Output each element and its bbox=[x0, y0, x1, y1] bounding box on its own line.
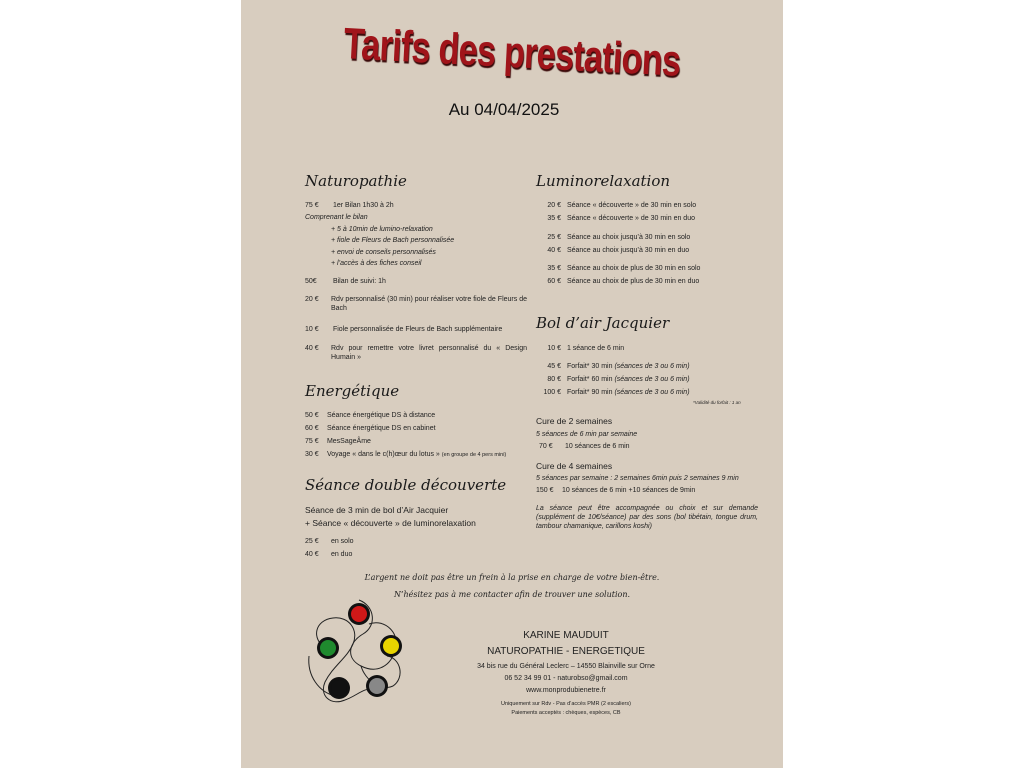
contact-profession: NATUROPATHIE - ENERGETIQUE bbox=[487, 646, 645, 657]
double-price: 25 € bbox=[305, 538, 319, 545]
lumino-row bbox=[539, 277, 699, 286]
double-row bbox=[305, 537, 354, 546]
lumino-row bbox=[539, 233, 690, 242]
cure2-price: 70 € bbox=[539, 443, 553, 450]
extra-item: + fiole de Fleurs de Bach personnalisée bbox=[331, 237, 455, 244]
message-line2: N’hésitez pas à me contacter afin de trouver une solution. bbox=[393, 590, 631, 599]
cure4-label: 10 séances de 6 min +10 séances de 9min bbox=[561, 487, 696, 494]
forfait-row bbox=[539, 375, 690, 384]
cure4-row bbox=[536, 486, 695, 495]
lumino-heading: Luminorelaxation bbox=[536, 172, 671, 190]
footer-payments: Paiements acceptés : chèques, espèces, CB bbox=[511, 710, 621, 716]
forfait-label: Forfait* 30 min bbox=[566, 363, 613, 370]
bol-heading: Bol d’air Jacquier bbox=[536, 314, 670, 332]
bol-single-price: 10 € bbox=[547, 345, 561, 352]
suivi-label: Bilan de suivi: 1h bbox=[332, 278, 386, 285]
rdv-fiole-label: Rdv personnalisé (30 min) pour réaliser votre fiole de Fleurs de Bach bbox=[331, 296, 527, 312]
lumino-label: Séance au choix jusqu’à 30 min en solo bbox=[566, 234, 691, 241]
contact-phone-email[interactable]: 06 52 34 99 01 - naturobso@gmail.com bbox=[504, 675, 628, 682]
forfait-label: Forfait* 60 min bbox=[566, 376, 613, 383]
energetique-row bbox=[305, 424, 436, 433]
suivi-price: 50€ bbox=[305, 278, 317, 285]
footer-access: Uniquement sur Rdv - Pas d’accès PMR (2 escaliers) bbox=[501, 701, 631, 707]
lumino-row bbox=[539, 201, 696, 210]
energetique-heading: Energétique bbox=[305, 382, 400, 400]
energetique-note: (en groupe de 4 pers mini) bbox=[441, 452, 507, 458]
cure4-desc: 5 séances par semaine : 2 semaines 6min puis 2 semaines 9 min bbox=[536, 475, 739, 482]
energetique-row bbox=[305, 450, 506, 460]
bilan-price: 75 € bbox=[305, 202, 319, 209]
energetique-label: Séance énergétique DS à distance bbox=[326, 412, 436, 419]
forfait-label: Forfait* 90 min bbox=[566, 389, 613, 396]
cure2-title: Cure de 2 semaines bbox=[536, 416, 613, 426]
forfait-detail: (séances de 3 ou 6 min) bbox=[614, 363, 690, 370]
lumino-row bbox=[539, 246, 689, 255]
double-price: 40 € bbox=[305, 551, 319, 558]
cure2-label: 10 séances de 6 min bbox=[564, 443, 630, 450]
energetique-price: 30 € bbox=[305, 451, 319, 458]
suivi-row bbox=[305, 277, 386, 286]
contact-name: KARINE MAUDUIT bbox=[523, 630, 609, 641]
bol-single-row bbox=[539, 344, 624, 353]
lumino-price: 35 € bbox=[547, 265, 561, 272]
energetique-price: 75 € bbox=[305, 438, 319, 445]
cure4-price: 150 € bbox=[536, 487, 554, 494]
lumino-row bbox=[539, 214, 695, 223]
energetique-label: Séance énergétique DS en cabinet bbox=[326, 425, 436, 432]
lumino-price: 40 € bbox=[547, 247, 561, 254]
forfait-row bbox=[539, 388, 690, 397]
bilan-row bbox=[305, 201, 394, 210]
energetique-price: 60 € bbox=[305, 425, 319, 432]
fiole-sup-label: Fiole personnalisée de Fleurs de Bach supplémentaire bbox=[332, 326, 503, 333]
lumino-label: Séance au choix de plus de 30 min en solo bbox=[566, 265, 701, 272]
forfait-price: 45 € bbox=[547, 363, 561, 370]
date-label: Au 04/04/2025 bbox=[448, 100, 560, 119]
forfait-price: 100 € bbox=[543, 389, 561, 396]
livret-label: Rdv pour remettre votre livret personnalisé du « Design Humain » bbox=[331, 345, 527, 361]
forfait-price: 80 € bbox=[547, 376, 561, 383]
lumino-label: Séance « découverte » de 30 min en solo bbox=[566, 202, 697, 209]
comprenant-label: Comprenant le bilan bbox=[305, 214, 368, 221]
forfait-detail: (séances de 3 ou 6 min) bbox=[614, 389, 690, 396]
extra-item: + 5 à 10min de lumino-relaxation bbox=[331, 226, 433, 233]
double-heading: Séance double découverte bbox=[305, 476, 507, 494]
energetique-row bbox=[305, 411, 435, 420]
lumino-price: 25 € bbox=[547, 234, 561, 241]
tariff-sheet bbox=[241, 0, 783, 768]
double-label: en duo bbox=[330, 551, 353, 558]
lumino-label: Séance « découverte » de 30 min en duo bbox=[566, 215, 695, 222]
validite-note: *Validité du forfait : 1 an bbox=[693, 400, 741, 405]
page-title: Tarifs des prestations bbox=[342, 19, 682, 86]
cure2-row bbox=[539, 442, 630, 451]
message-line1: L’argent ne doit pas être un frein à la prise en charge de votre bien-être. bbox=[364, 573, 660, 582]
energetique-label: MesSageÂme bbox=[326, 438, 371, 445]
naturopathie-heading: Naturopathie bbox=[305, 172, 407, 190]
contact-website[interactable]: www.monprodubienetre.fr bbox=[526, 687, 606, 694]
extra-item: + envoi de conseils personnalisés bbox=[331, 249, 436, 256]
energetique-label: Voyage « dans le c(h)œur du lotus » bbox=[326, 451, 440, 458]
energetique-row bbox=[305, 437, 371, 446]
double-row bbox=[305, 550, 352, 559]
bilan-label: 1er Bilan 1h30 à 2h bbox=[332, 202, 394, 209]
lumino-label: Séance au choix jusqu’à 30 min en duo bbox=[566, 247, 690, 254]
double-line2: + Séance « découverte » de luminorelaxation bbox=[305, 518, 476, 528]
extra-item: + l’accès à des fiches conseil bbox=[331, 260, 422, 267]
rdv-fiole-price: 20 € bbox=[305, 296, 319, 303]
energetique-price: 50 € bbox=[305, 412, 319, 419]
lumino-row bbox=[539, 264, 700, 273]
forfait-detail: (séances de 3 ou 6 min) bbox=[614, 376, 690, 383]
rdv-fiole-row bbox=[305, 295, 527, 313]
livret-row bbox=[305, 344, 527, 362]
double-line1: Séance de 3 min de bol d’Air Jacquier bbox=[305, 505, 449, 515]
forfait-row bbox=[539, 362, 690, 371]
cure2-desc: 5 séances de 6 min par semaine bbox=[536, 431, 638, 438]
livret-price: 40 € bbox=[305, 345, 319, 352]
fiole-sup-row bbox=[305, 325, 502, 334]
lumino-price: 35 € bbox=[547, 215, 561, 222]
contact-address: 34 bis rue du Général Leclerc – 14550 Blainville sur Orne bbox=[477, 663, 655, 670]
chakra-logo-icon bbox=[305, 596, 409, 706]
bol-single-label: 1 séance de 6 min bbox=[566, 345, 625, 352]
option-note: La séance peut être accompagnée ou choix et sur demande (supplément de 10€/séance) par des sons (bol tibétain, tongue drum, tambour chamanique, carillons koshi) bbox=[536, 505, 758, 530]
cure4-title: Cure de 4 semaines bbox=[536, 461, 613, 471]
double-label: en solo bbox=[330, 538, 354, 545]
fiole-sup-price: 10 € bbox=[305, 326, 319, 333]
lumino-price: 60 € bbox=[547, 278, 561, 285]
lumino-label: Séance au choix de plus de 30 min en duo bbox=[566, 278, 700, 285]
lumino-price: 20 € bbox=[547, 202, 561, 209]
